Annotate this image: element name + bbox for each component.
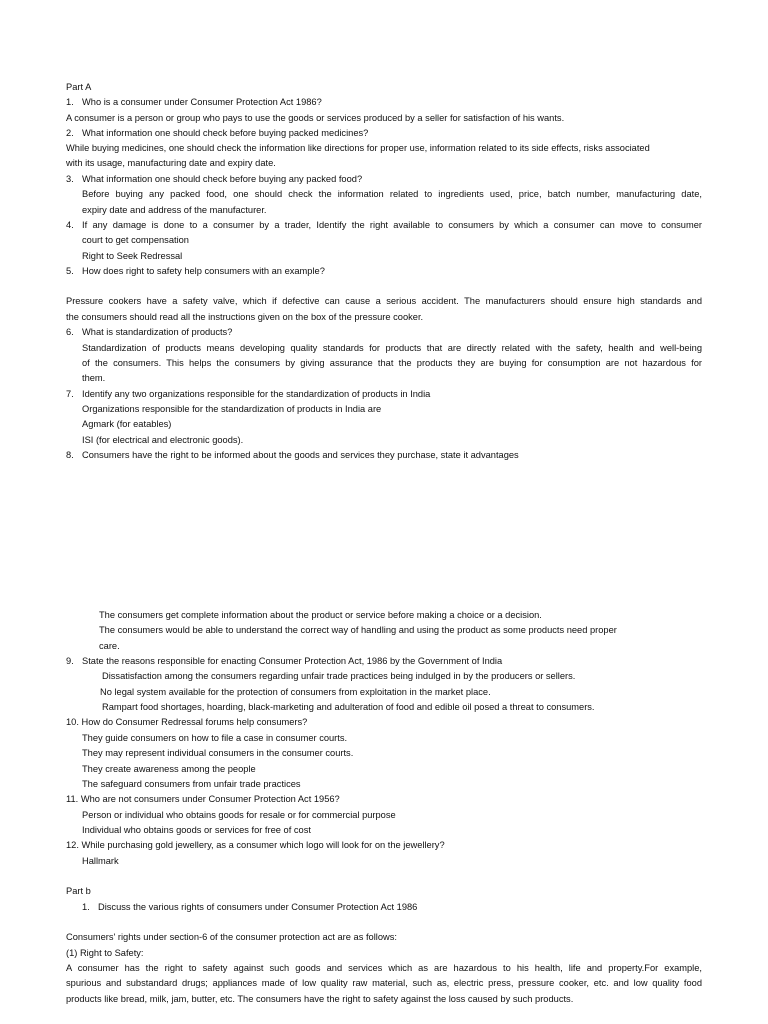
question-number: 1.	[82, 902, 90, 912]
answer-2-line-1: While buying medicines, one should check the information like directions for proper use, information related to its side effects, risks associated	[66, 143, 650, 153]
question-text: While purchasing gold jewellery, as a consumer which logo will look for on the jewellery?	[81, 840, 445, 850]
answer-1: A consumer is a person or group who pays to use the goods or services produced by a seller for satisfaction of his wants.	[66, 113, 565, 123]
question-text: Identify any two organizations responsible for the standardization of products in India	[82, 389, 431, 399]
question-6	[66, 327, 232, 338]
answer-6-line-2: of the consumers. This helps the consumers by giving assurance that the products they are buying for consumption are not hazardous for	[82, 358, 702, 368]
question-text: What information one should check before buying any packed food?	[82, 174, 363, 184]
answer-2-line-2: with its usage, manufacturing date and expiry date.	[66, 158, 276, 168]
question-4	[66, 220, 702, 231]
answer-11-line-2: Individual who obtains goods or services for free of cost	[82, 825, 311, 835]
answer-5-line-2: the consumers should read all the instructions given on the box of the pressure cooker.	[66, 312, 424, 322]
right-1-heading: (1) Right to Safety:	[66, 948, 144, 958]
question-7	[66, 389, 430, 400]
question-11	[66, 794, 340, 805]
question-8	[66, 450, 519, 461]
answer-7-line-3: ISI (for electrical and electronic goods).	[82, 435, 244, 445]
answer-8-line-1: The consumers get complete information about the product or service before making a choice or a decision.	[99, 610, 542, 620]
question-number: 6.	[66, 327, 74, 337]
answer-9-line-3: Rampart food shortages, hoarding, black-marketing and adulteration of food and edible oil posed a threat to consumers.	[102, 702, 595, 712]
answer-7-line-2: Agmark (for eatables)	[82, 419, 172, 429]
answer-10-line-1: They guide consumers on how to file a case in consumer courts.	[82, 733, 348, 743]
question-text: How do Consumer Redressal forums help consumers?	[81, 717, 308, 727]
question-text: Who is a consumer under Consumer Protection Act 1986?	[82, 97, 322, 107]
question-number: 7.	[66, 389, 74, 399]
question-number: 8.	[66, 450, 74, 460]
question-number: 10.	[66, 717, 79, 727]
question-text: What information one should check before buying packed medicines?	[82, 128, 369, 138]
question-2	[66, 128, 368, 139]
question-4-line-2: court to get compensation	[82, 235, 189, 245]
question-5	[66, 266, 325, 277]
question-3	[66, 174, 362, 185]
question-number: 2.	[66, 128, 74, 138]
question-text: State the reasons responsible for enacting Consumer Protection Act, 1986 by the Government of India	[82, 656, 503, 666]
answer-5-line-1: Pressure cookers have a safety valve, which if defective can cause a serious accident. The manufacturers should ensure high standards and	[66, 296, 702, 306]
answer-8-line-2: The consumers would be able to understand the correct way of handling and using the product as some products need proper	[99, 625, 617, 635]
question-number: 3.	[66, 174, 74, 184]
answer-11-line-1: Person or individual who obtains goods for resale or for commercial purpose	[82, 810, 396, 820]
answer-10-line-2: They may represent individual consumers in the consumer courts.	[82, 748, 354, 758]
question-number: 4.	[66, 220, 74, 230]
answer-12: Hallmark	[82, 856, 119, 866]
right-1-line-1: A consumer has the right to safety against such goods and services which as are hazardous to his health, life and property.For example,	[66, 963, 702, 973]
right-1-line-3: products like bread, milk, jam, butter, etc. The consumers have the right to safety against the loss caused by such products.	[66, 994, 574, 1004]
answer-6-line-3: them.	[82, 373, 106, 383]
answer-10-line-4: The safeguard consumers from unfair trade practices	[82, 779, 301, 789]
answer-10-line-3: They create awareness among the people	[82, 764, 256, 774]
answer-6-line-1: Standardization of products means developing quality standards for products that are directly related with the safety, health and well-being	[82, 343, 702, 353]
question-text: What is standardization of products?	[82, 327, 233, 337]
answer-9-line-2: No legal system available for the protection of consumers from exploitation in the market place.	[100, 687, 491, 697]
question-text: Consumers have the right to be informed about the goods and services they purchase, state it advantages	[82, 450, 519, 460]
answer-3-line-2: expiry date and address of the manufacturer.	[82, 205, 267, 215]
question-number: 12.	[66, 840, 79, 850]
answer-4: Right to Seek Redressal	[82, 251, 183, 261]
question-number: 11.	[66, 794, 79, 804]
question-number: 9.	[66, 656, 74, 666]
question-12	[66, 840, 445, 851]
part-b-question-1	[82, 902, 417, 913]
question-text: Discuss the various rights of consumers under Consumer Protection Act 1986	[98, 902, 418, 912]
question-text: Who are not consumers under Consumer Protection Act 1956?	[80, 794, 340, 804]
question-text: How does right to safety help consumers with an example?	[82, 266, 325, 276]
question-1	[66, 97, 322, 108]
question-text: If any damage is done to a consumer by a trader, Identify the right available to consumers by which a consumer can move to consumer	[82, 220, 702, 230]
right-1-line-2: spurious and substandard drugs; appliances made of low quality raw material, such as, electric press, pressure cooker, etc. and low quality food	[66, 978, 702, 988]
question-number: 5.	[66, 266, 74, 276]
question-number: 1.	[66, 97, 74, 107]
answer-8-line-3: care.	[99, 641, 120, 651]
answer-9-line-1: Dissatisfaction among the consumers regarding unfair trade practices being indulged in by the producers or sellers.	[102, 671, 576, 681]
question-9	[66, 656, 502, 667]
part-b-heading: Part b	[66, 886, 91, 896]
question-10	[66, 717, 307, 728]
rights-intro: Consumers' rights under section-6 of the consumer protection act are as follows:	[66, 932, 397, 942]
part-a-heading: Part A	[66, 82, 92, 92]
answer-3-line-1: Before buying any packed food, one should check the information related to ingredients used, price, batch number, manufacturing date,	[82, 189, 702, 199]
answer-7-line-1: Organizations responsible for the standardization of products in India are	[82, 404, 382, 414]
